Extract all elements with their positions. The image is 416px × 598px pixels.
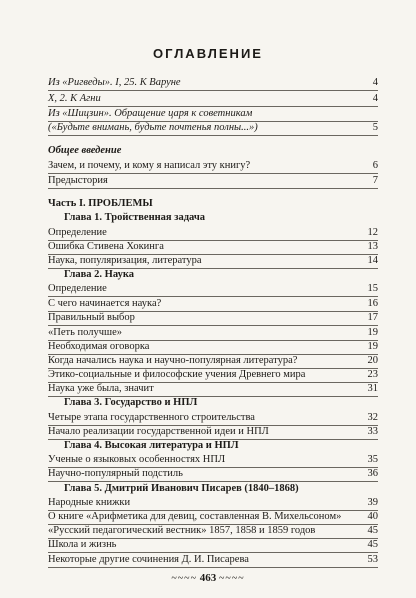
toc-entry-page: 7 — [372, 175, 378, 186]
toc-entry — [48, 524, 378, 539]
toc-entry-page: 4 — [372, 93, 378, 104]
toc-entry-title: Часть I. ПРОБЛЕМЫ — [48, 198, 153, 209]
toc-entry-page: 35 — [367, 454, 378, 465]
toc-entry-title: Глава 3. Государство и НПЛ — [64, 397, 198, 408]
toc-entry-page: 32 — [367, 412, 378, 423]
ornament-right: ~~~~ — [219, 573, 245, 584]
toc-entry-title: Ученые о языковых особенностях НПЛ — [48, 454, 226, 465]
toc-entry-title: Наука уже была, значит — [48, 383, 154, 394]
toc-entry-title: Зачем, и почему, и кому я написал эту книгу? — [48, 160, 251, 171]
toc-entry — [48, 144, 378, 158]
toc-entry-title: Школа и жизнь — [48, 539, 117, 550]
toc-entry-page: 20 — [367, 355, 378, 366]
toc-entry-page: 39 — [367, 497, 378, 508]
toc-entry-title: Глава 1. Тройственная задача — [64, 212, 206, 223]
toc-entry — [48, 382, 378, 397]
toc-entry-page: 17 — [367, 312, 378, 323]
toc-entry — [48, 396, 378, 410]
toc-entry — [48, 439, 378, 453]
toc-entry-title: Из «Шицзин». Обращение царя к советникам — [48, 108, 253, 119]
toc-entry-page: 36 — [367, 468, 378, 479]
toc-entry-title: Народные книжки — [48, 497, 131, 508]
toc-entry-title: Общее введение — [48, 145, 122, 156]
toc-entry-page: 23 — [367, 369, 378, 380]
toc-entry — [48, 240, 378, 255]
page-number: 463 — [199, 572, 217, 584]
toc-entry-page: 15 — [367, 283, 378, 294]
toc-entry — [48, 268, 378, 282]
toc-entry-title: Предыстория — [48, 175, 108, 186]
toc-entry-title: С чего начинается наука? — [48, 298, 162, 309]
page-footer — [0, 572, 416, 584]
toc-entry — [48, 538, 378, 553]
toc-entry-title: Определение — [48, 227, 107, 238]
toc-entry-page: 19 — [367, 327, 378, 338]
toc-entry-page: 4 — [372, 77, 378, 88]
toc-entry — [48, 411, 378, 426]
toc-entry-title: X, 2. К Агни — [48, 93, 101, 104]
toc-entry-page: 40 — [367, 511, 378, 522]
toc-entry-title: Начало реализации государственной идеи и НПЛ — [48, 426, 269, 437]
toc-heading: ОГЛАВЛЕНИЕ — [153, 46, 263, 61]
toc-entry-page: 12 — [367, 227, 378, 238]
toc-entry-title: «Русский педагогический вестник» 1857, 1858 и 1859 годов — [48, 525, 316, 536]
toc-entry-title: Определение — [48, 283, 107, 294]
toc-entry — [48, 510, 378, 525]
toc-entry — [48, 226, 378, 241]
toc-entry — [48, 496, 378, 511]
ornament-left: ~~~~ — [171, 573, 197, 584]
toc-entry-title: Когда начались наука и научно-популярная литература? — [48, 355, 298, 366]
toc-entry — [48, 92, 378, 107]
toc-entry — [48, 467, 378, 482]
toc-entry — [48, 211, 378, 225]
toc-entry-title: Глава 2. Наука — [64, 269, 134, 280]
toc-entry — [48, 254, 378, 269]
toc-entry-page: 16 — [367, 298, 378, 309]
toc-entry-page: 31 — [367, 383, 378, 394]
toc-entry — [48, 340, 378, 355]
toc-entry-page: 19 — [367, 341, 378, 352]
toc-entry-title: Этико-социальные и философские учения Древнего мира — [48, 369, 306, 380]
toc-entry — [48, 453, 378, 468]
toc-entry-title: («Будьте внимань, будьте почтенья полны...») — [48, 122, 258, 133]
toc-entry — [48, 553, 378, 568]
toc-entry — [48, 121, 378, 136]
toc-entry-page: 14 — [367, 255, 378, 266]
toc-entry — [48, 76, 378, 91]
toc-entry-title: Глава 4. Высокая литература и НПЛ — [64, 440, 239, 451]
toc-entry-title: Научно-популярный подстиль — [48, 468, 183, 479]
toc-entry-title: Из «Ригведы». I, 25. К Варуне — [48, 77, 181, 88]
toc-entry-page: 45 — [367, 539, 378, 550]
toc-entry-title: Глава 5. Дмитрий Иванович Писарев (1840–1868) — [64, 483, 299, 494]
toc-entry — [48, 368, 378, 383]
toc-entry-title: Наука, популяризация, литература — [48, 255, 202, 266]
toc-entry-page: 53 — [367, 554, 378, 565]
toc-entry — [48, 425, 378, 440]
toc-entry-page: 5 — [372, 122, 378, 133]
toc-entry — [48, 174, 378, 189]
toc-entry-page: 45 — [367, 525, 378, 536]
toc-entry-title: «Петь получше» — [48, 327, 122, 338]
toc-entry-title: Необходимая оговорка — [48, 341, 150, 352]
toc-entry — [48, 197, 378, 211]
toc-entry-page: 6 — [372, 160, 378, 171]
toc-entry — [48, 282, 378, 297]
toc-entry — [48, 326, 378, 341]
toc-entry-title: Правильный выбор — [48, 312, 135, 323]
toc-entry-title: Четыре этапа государственного строительства — [48, 412, 255, 423]
toc-entry — [48, 159, 378, 174]
toc-entry — [48, 107, 378, 122]
toc-entry — [48, 311, 378, 326]
toc-entry-page: 33 — [367, 426, 378, 437]
toc-entry-page: 13 — [367, 241, 378, 252]
toc-entry-title: Некоторые другие сочинения Д. И. Писарева — [48, 554, 249, 565]
toc-entry-title: Ошибка Стивена Хокинга — [48, 241, 164, 252]
toc-entry — [48, 482, 378, 496]
toc-entry-title: О книге «Арифметика для девиц, составленная В. Михельсоном» — [48, 511, 342, 522]
toc-entry — [48, 354, 378, 369]
toc-entry — [48, 297, 378, 312]
